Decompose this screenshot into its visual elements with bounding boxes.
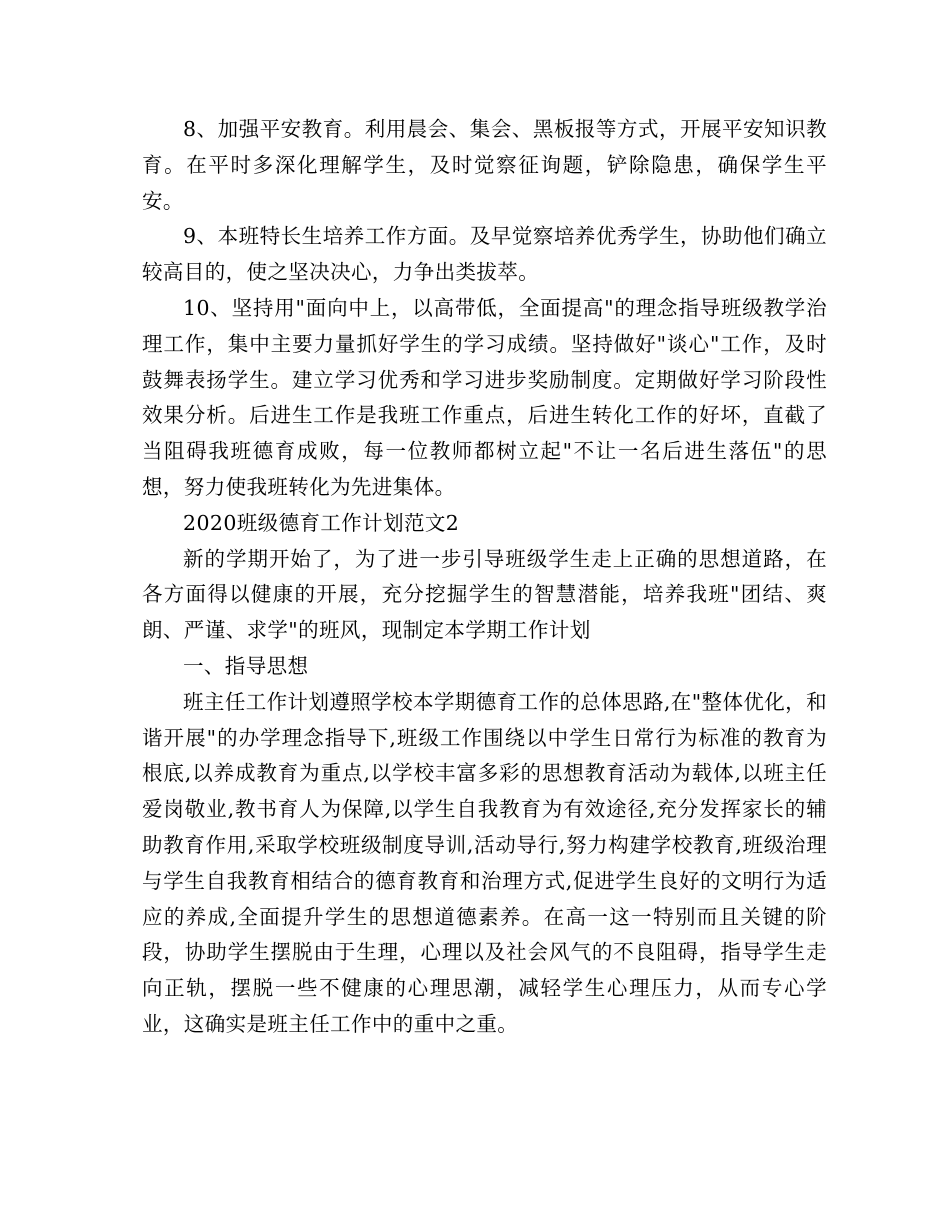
- paragraph-item-10: 10、坚持用"面向中上，以高带低，全面提高"的理念指导班级教学治理工作，集中主要力量抓好学生的学习成绩。坚持做好"谈心"工作，及时鼓舞表扬学生。建立学习优秀和学习进步奖励制度。定期做好学习阶段性效果分析。后进生工作是我班工作重点，后进生转化工作的好坏，直截了当阻碍我班德育成败，每一位教师都树立起"不让一名后进生落伍"的思想，努力使我班转化为先进集体。: [142, 295, 827, 499]
- paragraph-intro: 新的学期开始了，为了进一步引导班级学生走上正确的思想道路，在各方面得以健康的开展，充分挖掘学生的智慧潜能，培养我班"团结、爽朗、严谨、求学"的班风，现制定本学期工作计划: [142, 546, 827, 643]
- paragraph-guiding-thought: 班主任工作计划遵照学校本学期德育工作的总体思路,在"整体优化，和谐开展"的办学理念指导下,班级工作围绕以中学生日常行为标准的教育为根底,以养成教育为重点,以学校丰富多彩的思想教育活动为载体,以班主任爱岗敬业,教书育人为保障,以学生自我教育为有效途径,充分发挥家长的辅助教育作用,采取学校班级制度导训,活动导行,努力构建学校教育,班级治理与学生自我教育相结合的德育教育和治理方式,促进学生良好的文明行为适应的养成,全面提升学生的思想道德素养。在高一这一特别而且关键的阶段，协助学生摆脱由于生理，心理以及社会风气的不良阻碍，指导学生走向正轨，摆脱一些不健康的心理思潮，减轻学生心理压力，从而专心学业，这确实是班主任工作中的重中之重。: [142, 689, 827, 1036]
- document-body: [142, 112, 827, 1043]
- paragraph-item-9: 9、本班特长生培养工作方面。及早觉察培养优秀学生，协助他们确立较高目的，使之坚决决心，力争出类拔萃。: [142, 224, 827, 285]
- paragraph-item-8: 8、加强平安教育。利用晨会、集会、黑板报等方式，开展平安知识教育。在平时多深化理解学生，及时觉察征询题，铲除隐患，确保学生平安。: [142, 117, 827, 213]
- section-heading-plan-2: 2020班级德育工作计划范文2: [183, 510, 460, 535]
- section-heading-guiding-thought: 一、指导思想: [183, 653, 309, 678]
